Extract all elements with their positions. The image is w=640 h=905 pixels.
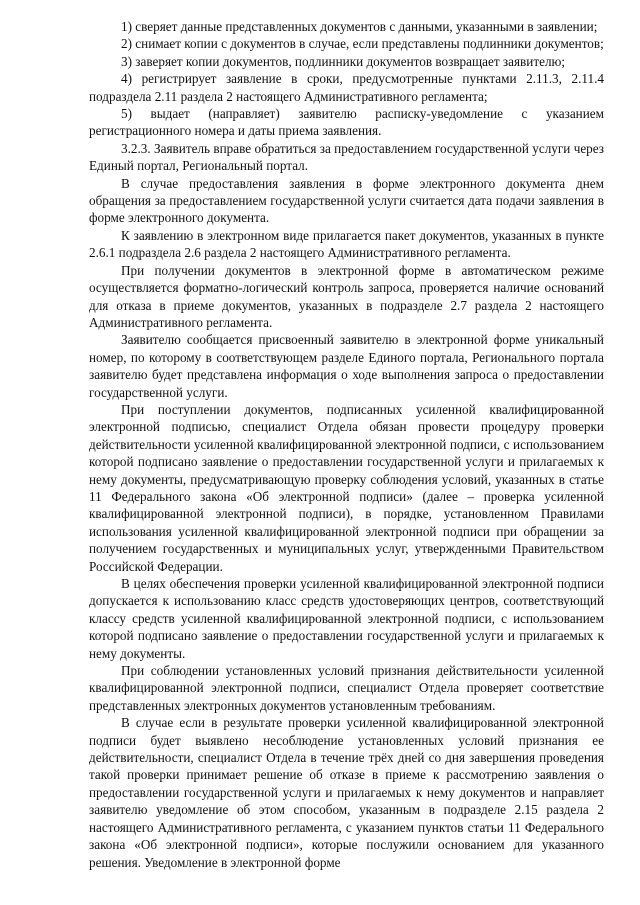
paragraph-format-logic-check: При получении документов в электронной форме в автоматическом режиме осуществляется форматно-логический контроль запроса, проверяется наличие оснований для отказа в приеме документов, указанных в подразделе 2.7 раздела 2 настоящего Административного регламента. — [89, 262, 604, 330]
document-page — [89, 18, 604, 871]
paragraph-unique-number: Заявителю сообщается присвоенный заявителю в электронной форме уникальный номер, по которому в соответствующем разделе Единого портала, Регионального портала заявителю будет представлена информация о ходе выполнения запроса о предоставлении государственной услуги. — [89, 332, 604, 400]
paragraph-certificate-class: В целях обеспечения проверки усиленной квалифицированной электронной подписи допускается к использованию класс средств удостоверяющих центров, соответствующий классу средств усиленной квалифицированной электронной подписи, с использованием которой подписано заявление о предоставлении государственной услуги и прилагаемых к нему документы. — [89, 576, 604, 661]
paragraph-refusal: В случае если в результате проверки усиленной квалифицированной электронной подписи будет выявлено несоблюдение установленных условий признания ее действительности, специалист Отдела в течение трёх дней со дня завершения проведения такой проверки принимает решение об отказе в приеме к рассмотрению заявления о предоставлении государственной услуги и прилагаемых к нему документов и направляет заявителю уведомление об этом способом, указанным в подразделе 2.15 раздела 2 настоящего Административного регламента, с указанием пунктов статьи 11 Федерального закона «Об электронной подписи», которые послужили основанием для указанного решения. Уведомление в электронной форме — [89, 715, 604, 870]
paragraph-item-2: 2) снимает копии с документов в случае, если представлены подлинники документов; — [121, 36, 604, 52]
paragraph-document-package: К заявлению в электронном виде прилагается пакет документов, указанных в пункте 2.6.1 подраздела 2.6 раздела 2 настоящего Административного регламента. — [89, 227, 604, 261]
paragraph-signature-verification: При поступлении документов, подписанных усиленной квалифицированной электронной подписью, специалист Отдела обязан провести процедуру проверки действительности усиленной квалифицированной электронной подписи, с использованием которой подписано заявление о предоставлении государственной услуги и прилагаемых к нему документы, предусматривающую проверку соблюдения условий, указанных в статье 11 Федерального закона «Об электронной подписи» (далее – проверка усиленной квалифицированной электронной подписи), в порядке, установленном Правилами использования усиленной квалифицированной электронной подписи при обращении за получением государственных и муниципальных услуг, утвержденными Правительством Российской Федерации. — [89, 401, 604, 574]
paragraph-electronic-request-date: В случае предоставления заявления в форме электронного документа днем обращения за предоставлением государственной услуги считается дата подачи заявления в форме электронного документа. — [89, 175, 604, 226]
paragraph-section-3-2-3: 3.2.3. Заявитель вправе обратиться за предоставлением государственной услуги через Единый портал, Региональный портал. — [89, 140, 604, 174]
paragraph-item-1: 1) сверяет данные представленных документов с данными, указанными в заявлении; — [121, 19, 598, 34]
paragraph-item-4: 4) регистрирует заявление в сроки, предусмотренные пунктами 2.11.3, 2.11.4 подраздела 2.11 раздела 2 настоящего Административного регламента; — [89, 71, 604, 104]
paragraph-item-3: 3) заверяет копии документов, подлинники документов возвращает заявителю; — [121, 53, 566, 69]
paragraph-conditions-met: При соблюдении установленных условий признания действительности усиленной квалифицированной электронной подписи, специалист Отдела проверяет соответствие представленных электронных документов установленным требованиям. — [89, 663, 604, 713]
paragraph-item-5: 5) выдает (направляет) заявителю расписку-уведомление с указанием регистрационного номера и даты приема заявления. — [89, 106, 604, 139]
